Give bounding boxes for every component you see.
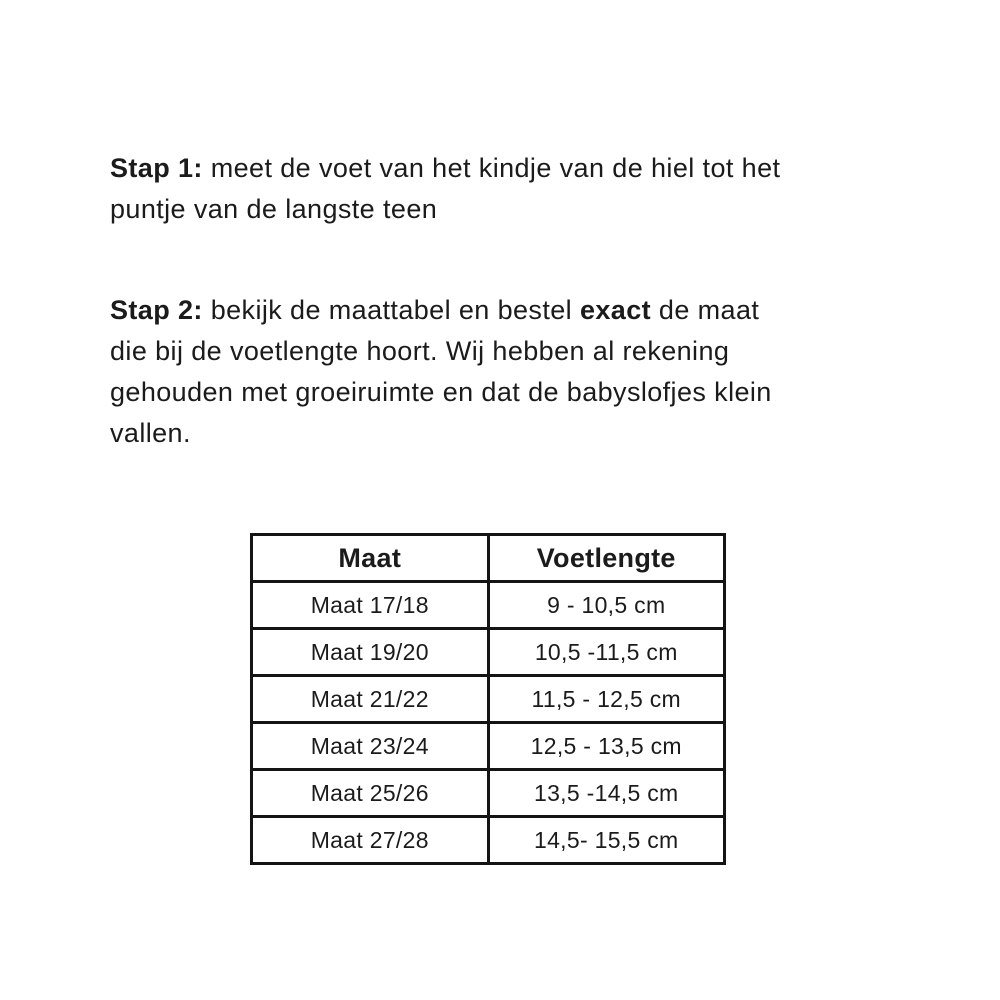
table-row: [252, 629, 725, 676]
column-header-voetlengte: Voetlengte: [488, 535, 725, 582]
text-segment: meet de voet van het kindje van de hiel tot het: [202, 153, 781, 183]
size-table: [250, 533, 726, 865]
footlength-cell: 14,5- 15,5 cm: [488, 817, 725, 864]
text-segment: puntje van de langste teen: [110, 194, 438, 224]
size-cell: Maat 21/22: [252, 676, 489, 723]
text-line: [110, 290, 922, 331]
text-line: [110, 148, 922, 189]
text-line: [110, 413, 922, 454]
table-header-row: [252, 535, 725, 582]
footlength-cell: 11,5 - 12,5 cm: [488, 676, 725, 723]
table-row: [252, 723, 725, 770]
bold-text-segment: exact: [579, 295, 652, 325]
text-segment: vallen.: [110, 418, 191, 448]
footlength-cell: 10,5 -11,5 cm: [488, 629, 725, 676]
bold-text-segment: Stap 2:: [110, 295, 203, 325]
step-1-instruction: [110, 148, 922, 230]
size-table-body: [252, 582, 725, 864]
table-row: [252, 770, 725, 817]
text-line: [110, 331, 922, 372]
size-cell: Maat 25/26: [252, 770, 489, 817]
text-line: [110, 189, 922, 230]
step-2-instruction: [110, 290, 922, 454]
footlength-cell: 13,5 -14,5 cm: [488, 770, 725, 817]
text-segment: gehouden met groeiruimte en dat de babyslofjes klein: [110, 377, 772, 407]
size-cell: Maat 23/24: [252, 723, 489, 770]
footlength-cell: 9 - 10,5 cm: [488, 582, 725, 629]
text-segment: bekijk de maattabel en bestel: [202, 295, 580, 325]
footlength-cell: 12,5 - 13,5 cm: [488, 723, 725, 770]
text-segment: de maat: [651, 295, 760, 325]
size-cell: Maat 17/18: [252, 582, 489, 629]
size-table-header: [252, 535, 725, 582]
text-segment: die bij de voetlengte hoort. Wij hebben al rekening: [110, 336, 730, 366]
size-cell: Maat 27/28: [252, 817, 489, 864]
table-row: [252, 676, 725, 723]
size-cell: Maat 19/20: [252, 629, 489, 676]
bold-text-segment: Stap 1:: [110, 153, 203, 183]
table-row: [252, 582, 725, 629]
column-header-maat: Maat: [252, 535, 489, 582]
text-line: [110, 372, 922, 413]
table-row: [252, 817, 725, 864]
